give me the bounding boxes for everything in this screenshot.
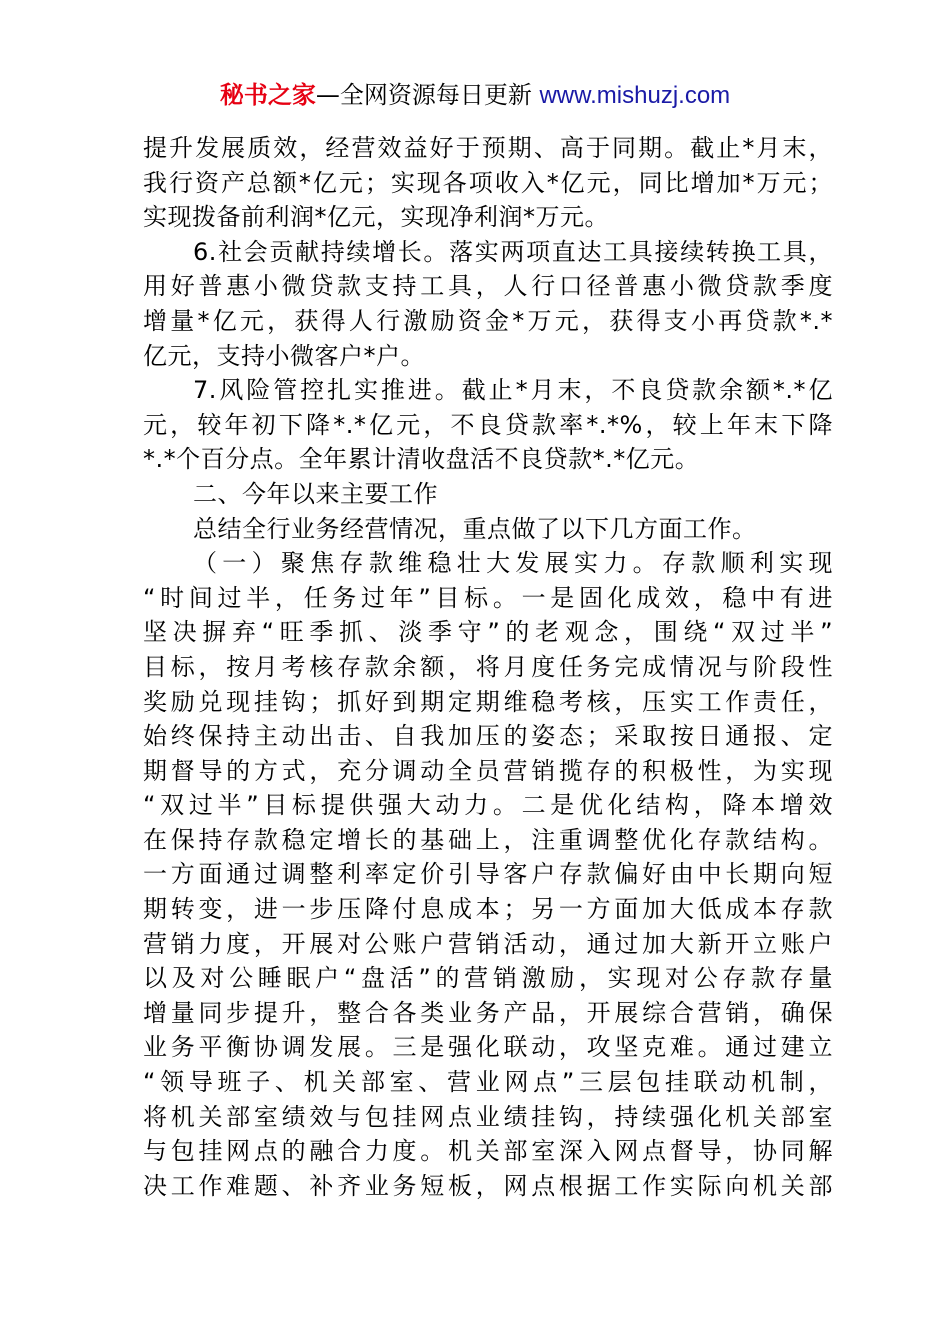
text-line: 提升发展质效，经营效益好于预期、高于同期。截止*月末， [143, 134, 833, 162]
text-line: 增量同步提升，整合各类业务产品，开展综合营销，确保 [143, 998, 833, 1027]
header-tagline: —全网资源每日更新 [315, 81, 540, 109]
section-heading: 二、今年以来主要工作 [193, 479, 438, 508]
text-line: 以及对公睡眠户“盘活”的营销激励，实现对公存款存量 [143, 964, 833, 993]
site-header [0, 78, 950, 113]
text-line: 坚决摒弃“旺季抓、淡季守”的老观念，围绕“双过半” [143, 618, 833, 647]
text-line: 期转变，进一步压降付息成本；另一方面加大低成本存款 [143, 895, 833, 924]
document-body [143, 131, 833, 1203]
text-line: 用好普惠小微贷款支持工具，人行口径普惠小微贷款季度 [143, 272, 833, 301]
text-line: 营销力度，开展对公账户营销活动，通过加大新开立账户 [143, 929, 833, 958]
text-line: 亿元，支持小微客户*户。 [143, 341, 425, 370]
text-line: *.*个百分点。全年累计清收盘活不良贷款*.*亿元。 [143, 445, 700, 474]
text-line: 期督导的方式，充分调动全员营销揽存的积极性，为实现 [143, 756, 833, 785]
text-line: 总结全行业务经营情况，重点做了以下几方面工作。 [193, 514, 757, 543]
text-line: 实现拨备前利润*亿元，实现净利润*万元。 [143, 203, 609, 232]
brand-name: 秘书之家 [219, 81, 316, 109]
site-url[interactable]: www.mishuzj.com [539, 82, 731, 109]
text-line: 增量*亿元，获得人行激励资金*万元，获得支小再贷款*.* [143, 306, 833, 335]
text-line: 业务平衡协调发展。三是强化联动，攻坚克难。通过建立 [143, 1033, 833, 1062]
text-line: 与包挂网点的融合力度。机关部室深入网点督导，协同解 [143, 1137, 833, 1166]
text-line: “时间过半，任务过年”目标。一是固化成效，稳中有进 [143, 583, 833, 612]
text-line: 目标，按月考核存款余额，将月度任务完成情况与阶段性 [143, 652, 833, 681]
text-line: 在保持存款稳定增长的基础上，注重调整优化存款结构。 [143, 825, 833, 854]
text-line: “双过半”目标提供强大动力。二是优化结构，降本增效 [143, 791, 833, 820]
text-line: （一）聚焦存款维稳壮大发展实力。存款顺利实现 [193, 549, 833, 578]
text-line: 一方面通过调整利率定价引导客户存款偏好由中长期向短 [143, 860, 833, 889]
text-line: 始终保持主动出击、自我加压的姿态；采取按日通报、定 [143, 722, 833, 751]
text-line: 6.社会贡献持续增长。落实两项直达工具接续转换工具， [193, 237, 833, 266]
text-line: 决工作难题、补齐业务短板，网点根据工作实际向机关部 [143, 1171, 833, 1200]
text-line: 我行资产总额*亿元；实现各项收入*亿元，同比增加*万元； [143, 168, 833, 197]
text-line: 元，较年初下降*.*亿元，不良贷款率*.*%，较上年末下降 [143, 410, 833, 439]
text-line: 将机关部室绩效与包挂网点业绩挂钩，持续强化机关部室 [143, 1102, 833, 1131]
text-line: “领导班子、机关部室、营业网点”三层包挂联动机制， [143, 1068, 833, 1097]
text-line: 奖励兑现挂钩；抓好到期定期维稳考核，压实工作责任， [143, 687, 833, 716]
text-line: 7.风险管控扎实推进。截止*月末，不良贷款余额*.*亿 [193, 376, 833, 405]
